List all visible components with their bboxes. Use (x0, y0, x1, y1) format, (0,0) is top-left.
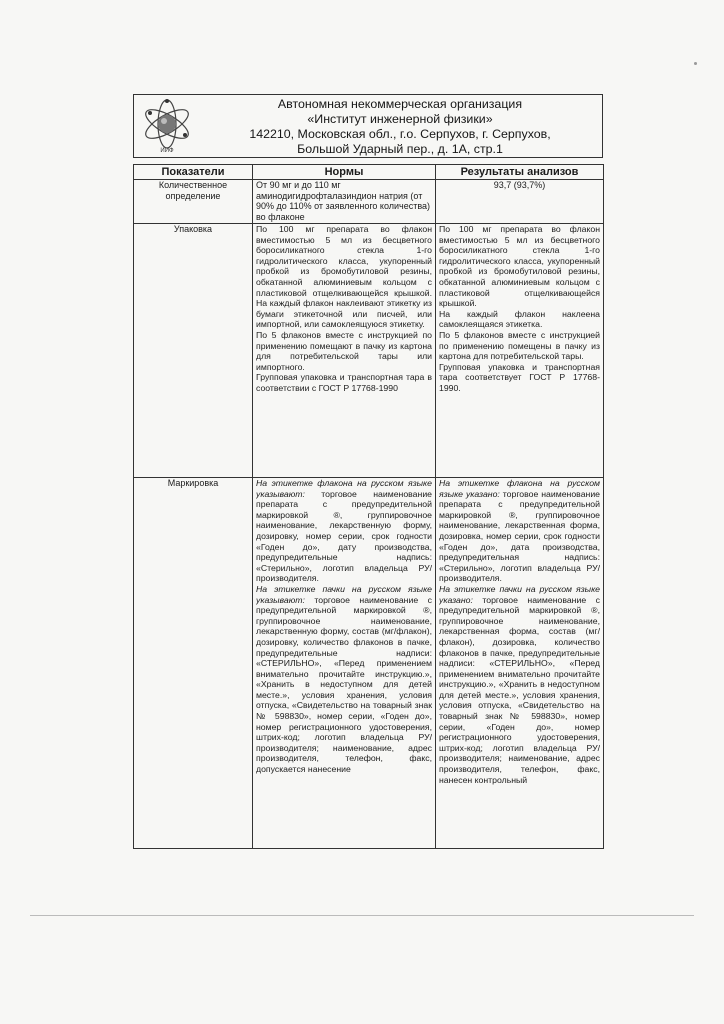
col-header-norms: Нормы (253, 165, 436, 180)
italic-heading: На этикетке флакона на русском языке указывают: (256, 478, 432, 499)
col-header-indicators: Показатели (134, 165, 253, 180)
row-label-quantitative (134, 180, 253, 224)
org-name-line: Автономная некоммерческая организация (277, 97, 523, 111)
org-street-line: Большой Ударный пер., д. 1А, стр.1 (297, 142, 503, 156)
result-paragraph (439, 584, 600, 785)
organization-info (204, 97, 596, 157)
result-paragraph: По 5 флаконов вместе с инструкцией по применению помещены в пачку из картона для потребительской тары. (439, 329, 600, 362)
result-paragraph (439, 478, 600, 584)
norm-paragraph: По 5 флаконов вместе с инструкцией по применению помещают в пачку из картона для потребительской тары или импортного. (256, 329, 432, 372)
scan-speck (694, 62, 697, 65)
norm-cell (253, 478, 436, 849)
row-label-marking: Маркировка (134, 478, 253, 849)
paragraph-text: торговое наименование препарата с предупредительной маркировкой ®, группировочное наименование, лекарственная форма, дозировка, номер серии, срок годности «Годен до», дата производства, предупредительная надпись: «Стерильно», логотип владельца РУ/производителя. (439, 488, 600, 584)
analysis-table (133, 164, 604, 849)
norm-cell: От 90 мг и до 110 мг аминодигидрофталазиндион натрия (от 90% до 110% от заявленного количества) во флаконе (253, 180, 436, 224)
result-cell (436, 478, 604, 849)
italic-heading: На этикетке пачки на русском языке указывают: (256, 583, 432, 605)
result-paragraph: Групповая упаковка и транспортная тара соответствует ГОСТ Р 17768-1990. (439, 361, 600, 393)
norm-paragraph (256, 478, 432, 584)
org-address-line: 142210, Московская обл., г.о. Серпухов, г. Серпухов, (249, 127, 551, 141)
table-row (134, 478, 604, 849)
col-header-results: Результаты анализов (436, 165, 604, 180)
norm-paragraph (256, 584, 432, 775)
paragraph-text: торговое наименование препарата с предупредительной маркировкой ®, группировочное наименование, лекарственную форму, дозировку, номер серии, срок годности «Годен до», дату производства, предупредительные надпись: «Стерильно», логотип владельца РУ/производителя. (256, 488, 432, 584)
letterhead (133, 94, 603, 158)
label-line: определение (165, 191, 221, 201)
norm-text-block (256, 478, 432, 848)
institute-logo-icon (138, 97, 196, 155)
result-cell: 93,7 (93,7%) (436, 180, 604, 224)
svg-text:ИИФ: ИИФ (160, 148, 174, 154)
label-line: Количественное (158, 180, 228, 190)
scan-fold-line (30, 915, 694, 916)
result-paragraph: По 100 мг препарата во флакон вместимостью 5 мл из бесцветного боросиликатного стекла 1-го гидролитического класса, укупоренный пробкой из бромобутиловой резины, обкатанной алюминиевым кольцом с пластиковой отщелкивающейся крышкой. (439, 224, 600, 309)
paragraph-text: торговое наименование с предупредительной маркировкой ®, группировочное наименование, лекарственную форму, состав (мг/флакон), дозировку, количество флаконов в пачке, предупредительные надписи: «СТЕРИЛЬНО», «Перед применением внимательно прочитайте инструкцию.», «Хранить в недоступном для детей месте.», условия хранения, условия отпуска, «Свидетельство на товарный знак № 598830», номер серии, «Годен до», номер регистрационного удостоверения, штрих-код; логотип владельца РУ/производителя; наименование, адрес производителя, телефон, факс, допускается нанесение (256, 594, 432, 775)
norm-paragraph: По 100 мг препарата во флакон вместимостью 5 мл из бесцветного боросиликатного стекла 1-го гидролитического класса, укупоренный пробкой из бромобутиловой резины, обкатанной алюминиевым кольцом с пластиковой отщелкивающейся крышкой. На каждый флакон наклеивают этикетку из бумаги этикеточной или писчей, или импортной, или самоклеящуюся этикетку. (256, 224, 432, 330)
norm-paragraph: Групповая упаковка и транспортная тара в соответствии с ГОСТ Р 17768-1990 (256, 372, 432, 393)
table-row (134, 224, 604, 478)
table-row (134, 180, 604, 224)
norm-cell (253, 224, 436, 478)
org-institute-line: «Институт инженерной физики» (307, 112, 493, 126)
result-cell (436, 224, 604, 478)
italic-heading: На этикетке пачки на русском языке указано: (439, 583, 600, 605)
row-label-packaging: Упаковка (134, 224, 253, 478)
result-text-block (439, 478, 600, 848)
paragraph-text: торговое наименование с предупредительной маркировкой ®, группировочное наименование, лекарственная форма, состав (мг/флакон), дозировка, количество флаконов в пачке, предупредительные надписи: «СТЕРИЛЬНО», «Перед применением внимательно прочитайте инструкцию.», «Хранить в недоступном для детей месте.», условия хранения, условия отпуска, «Свидетельство на товарный знак № 598830», номер серии, «Годен до», номер регистрационного удостоверения, штрих-код; логотип владельца РУ/производителя; наименование, адрес производителя, телефон, факс, нанесен контрольный (439, 594, 600, 785)
result-paragraph: На каждый флакон наклеена самоклеящаяся этикетка. (439, 308, 600, 330)
italic-heading: На этикетке флакона на русском языке указано: (439, 478, 600, 499)
table-header-row (134, 165, 604, 180)
